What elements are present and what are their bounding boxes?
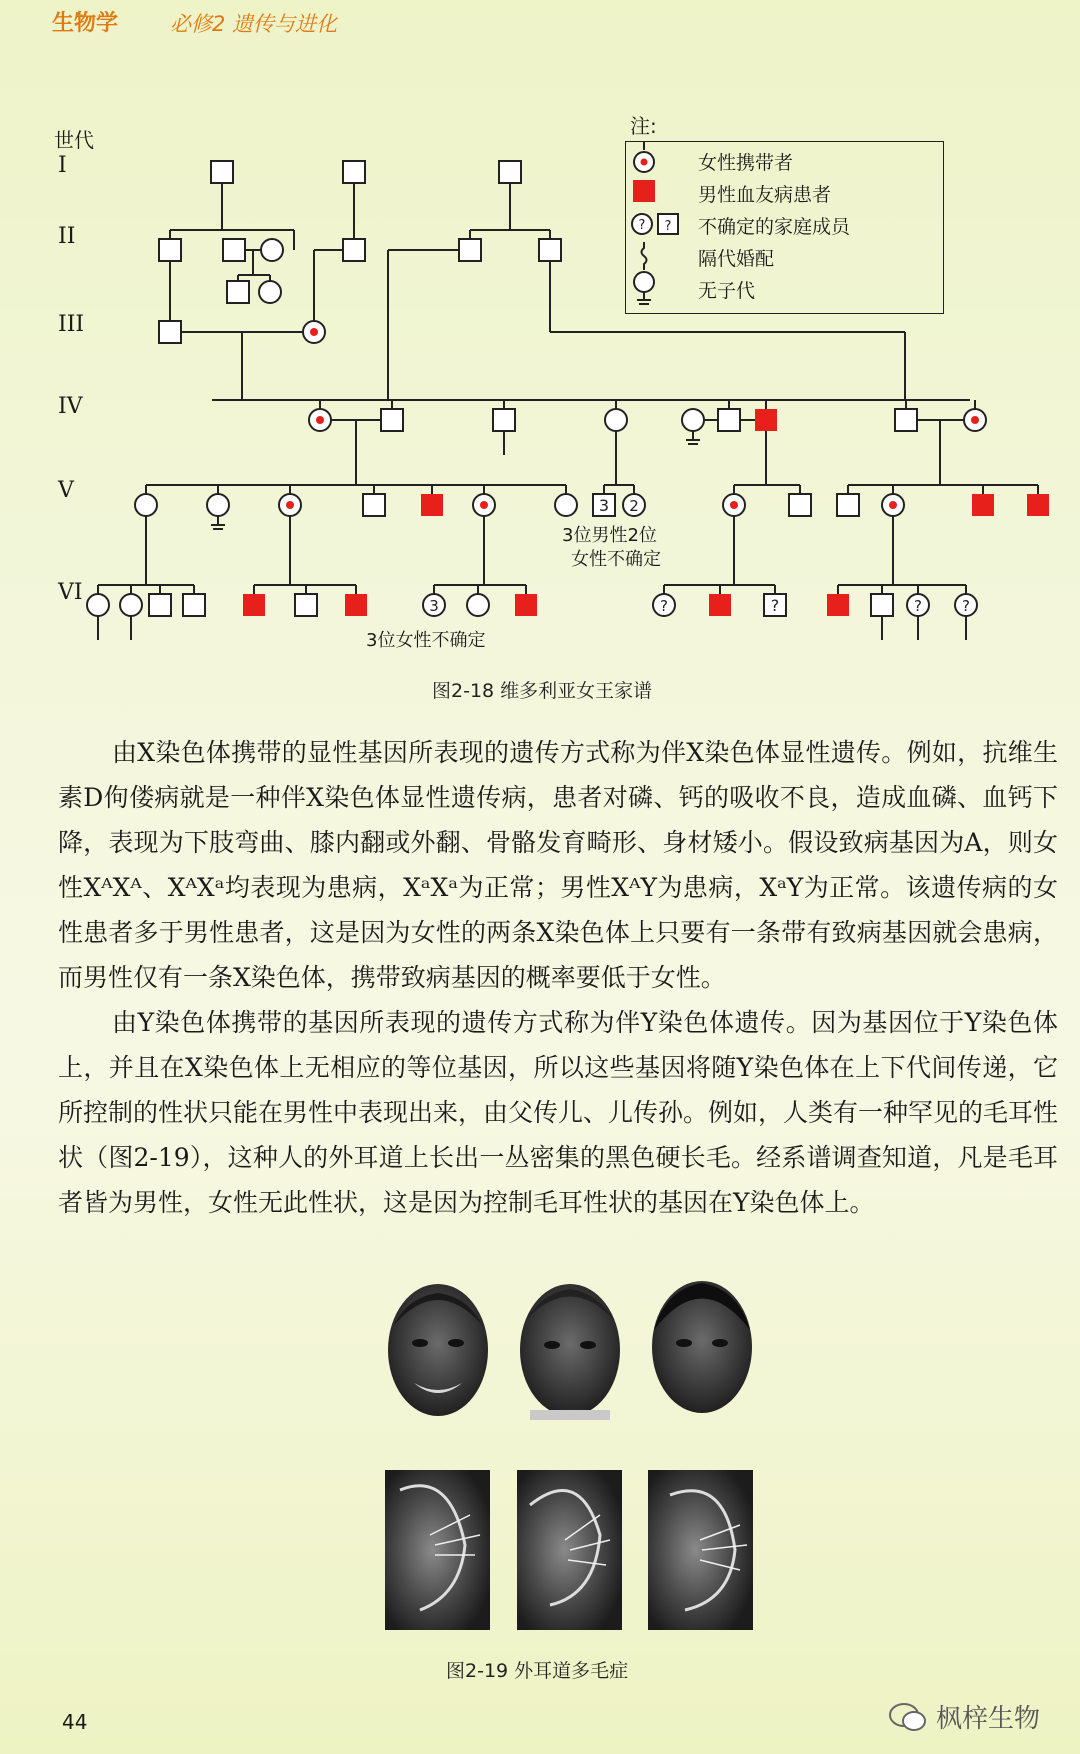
male-symbol [183,594,205,616]
ear-photo-3 [648,1470,753,1630]
female-symbol [259,281,281,303]
female-symbol [87,594,109,616]
legend-note: 注: [630,114,657,138]
female-symbol [120,594,142,616]
male-symbol [227,281,249,303]
paragraph: 由X染色体携带的显性基因所表现的遗传方式称为伴X染色体显性遗传。例如，抗维生素D佝偻病就是一种伴X染色体显性遗传病，患者对磷、钙的吸收不良，造成血磷、血钙下降，表现为下肢弯曲、膝内翻或外翻、骨骼发育畸形、身材矮小。假设致病基因为A，则女性XᴬXᴬ、XᴬXᵃ均表现为患病，XᵃXᵃ为正常；男性XᴬY为患病，XᵃY为正常。该遗传病的女性患者多于男性患者，这是因为女性的两条X染色体上只要有一条带有致病基因就会患病，而男性仅有一条X染色体，携带致病基因的概率要低于女性。 [58,738,1058,992]
face-photo-2 [520,1284,620,1420]
female-symbol-label: 3 [429,597,439,615]
affected-male-symbol [755,409,777,431]
paragraph: 由Y染色体携带的基因所表现的遗传方式称为伴Y染色体遗传。因为基因位于Y染色体上，并且在X染色体上无相应的等位基因，所以这些基因将随Y染色体在上下代间传递，它所控制的性状只能在男性中表现出来，由父传儿、儿传孙。例如，人类有一种罕见的毛耳性状（图2-19），这种人的外耳道上长出一丛密集的黑色硬长毛。经系谱调查知道，凡是毛耳者皆为男性，女性无此性状，这是因为控制毛耳性状的基因在Y染色体上。 [58,1008,1059,1217]
wechat-icon [888,1701,928,1733]
generation-label: I [58,153,67,178]
male-symbol [493,409,515,431]
female-symbol [682,409,704,431]
affected-male-symbol [515,594,537,616]
photo-grid [380,1275,760,1635]
header-book: 必修2 遗传与进化 [170,12,338,36]
male-symbol-label: 3 [598,496,610,515]
carrier-dot [971,416,979,424]
male-symbol-label: ? [770,596,780,615]
affected-male-symbol [972,494,994,516]
female-symbol [605,409,627,431]
watermark-text: 枫梓生物 [936,1704,1041,1734]
affected-male-symbol [345,594,367,616]
affected-male-symbol [709,594,731,616]
affected-male-symbol [421,494,443,516]
hairy-ear-photos [380,1275,760,1635]
carrier-dot [316,416,324,424]
affected-male-symbol [1027,494,1049,516]
male-symbol [718,409,740,431]
legend-female-carrier: 女性携带者 [698,152,794,174]
male-symbol [789,494,811,516]
face-photo-3 [652,1281,752,1413]
affected-male-symbol [243,594,265,616]
svg-text:?: ? [638,218,646,233]
page-number: 44 [62,1710,88,1734]
generation-label: II [58,224,76,249]
no-offspring-icon [634,272,654,292]
generation-label: VI [58,580,83,605]
watermark [888,1698,1040,1735]
figure-caption-hairy-ear: 图2-19 外耳道多毛症 [446,1660,629,1682]
ear-photo-1 [385,1470,490,1630]
affected-male-symbol [827,594,849,616]
male-symbol [149,594,171,616]
carrier-dot [286,501,294,509]
legend-male-affected: 男性血友病患者 [698,184,832,206]
male-symbol [159,239,181,261]
figure-caption-pedigree: 图2-18 维多利亚女王家谱 [432,680,653,702]
female-symbol-label: ? [914,597,922,615]
male-symbol [223,239,245,261]
female-symbol-label: ? [962,597,970,615]
carrier-dot [480,501,488,509]
male-symbol [539,239,561,261]
pedigree-note-line2: 女性不确定 [571,549,661,570]
male-symbol [381,409,403,431]
legend-consanguineous: 隔代婚配 [698,248,775,270]
carrier-dot-icon [641,159,648,166]
pedigree-chart [0,0,1080,680]
generation-label: V [58,478,74,503]
body-text [58,730,1058,1225]
female-symbol-label: 2 [629,497,639,515]
generation-label: IV [58,394,83,419]
female-symbol [261,239,283,261]
carrier-dot [889,501,897,509]
male-affected-icon [633,180,655,202]
svg-text:?: ? [664,219,672,234]
male-symbol [499,161,521,183]
female-symbol [555,494,577,516]
male-symbol [343,239,365,261]
legend-symbols [626,142,686,313]
male-symbol [459,239,481,261]
male-symbol [159,321,181,343]
male-symbol [837,494,859,516]
female-symbol [207,494,229,516]
male-symbol [211,161,233,183]
consanguineous-mating-icon [642,242,647,270]
carrier-dot [310,328,318,336]
female-symbol [135,494,157,516]
legend-uncertain: 不确定的家庭成员 [698,216,851,238]
female-symbol-label: ? [660,597,668,615]
male-symbol [895,409,917,431]
pedigree-note-line1: 3位男性2位 [562,525,657,546]
male-symbol [871,594,893,616]
header-subject: 生物学 [52,11,119,36]
pedigree-note-vi: 3位女性不确定 [366,630,486,651]
legend [625,141,944,314]
male-symbol [363,494,385,516]
female-symbol [467,594,489,616]
carrier-dot [730,501,738,509]
legend-no-offspring: 无子代 [698,280,756,302]
face-photo-1 [388,1284,488,1416]
male-symbol [295,594,317,616]
ear-photo-2 [517,1470,622,1630]
generation-title: 世代 [54,128,94,152]
male-symbol [343,161,365,183]
generation-label: III [58,312,85,337]
